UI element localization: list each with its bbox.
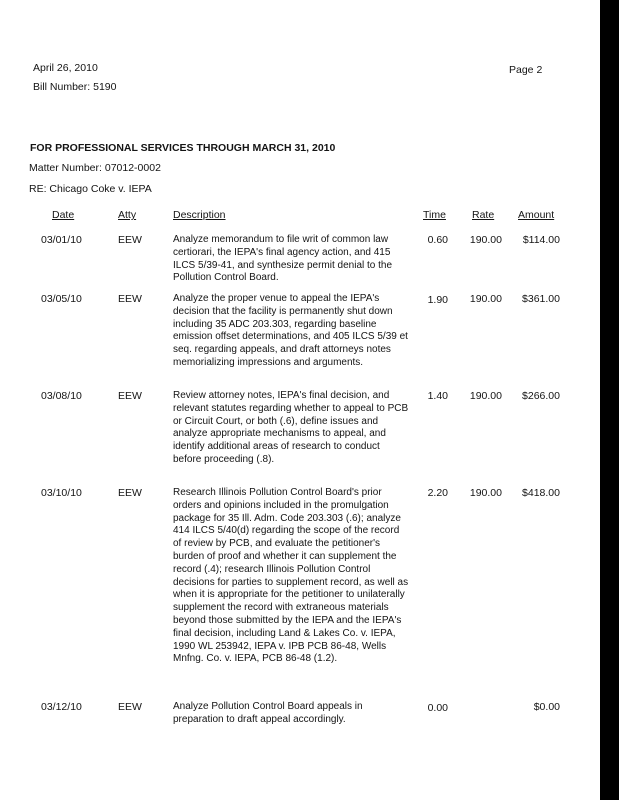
entry-time: 0.00 <box>427 702 448 714</box>
invoice-date: April 26, 2010 <box>33 62 98 74</box>
entry-rate: 190.00 <box>469 234 502 246</box>
col-time: Time <box>423 209 446 221</box>
entry-amount: $266.00 <box>522 390 560 402</box>
col-date: Date <box>52 209 75 221</box>
entry-time: 1.40 <box>427 390 448 402</box>
entry-time: 2.20 <box>427 487 448 499</box>
re-line: RE: Chicago Coke v. IEPA <box>29 183 152 195</box>
entry-atty: EEW <box>118 234 142 246</box>
entry-date: 03/12/10 <box>41 701 82 713</box>
col-rate: Rate <box>472 209 495 221</box>
entry-rate: 190.00 <box>469 487 502 499</box>
col-atty: Atty <box>118 209 137 221</box>
entry-rate: 190.00 <box>469 390 502 402</box>
col-description: Description <box>173 209 226 221</box>
entry-amount: $114.00 <box>522 234 560 246</box>
entry-date: 03/01/10 <box>41 234 82 246</box>
entry-date: 03/05/10 <box>41 293 82 305</box>
col-amount: Amount <box>518 209 555 221</box>
page-number: Page 2 <box>509 64 543 76</box>
section-title: FOR PROFESSIONAL SERVICES THROUGH MARCH 31, 2010 <box>30 142 336 154</box>
entry-amount: $361.00 <box>522 293 560 305</box>
entry-time: 1.90 <box>427 294 448 306</box>
entry-description: Research Illinois Pollution Control Board's prior orders and opinions included in the promulgation package for 35 Ill. Adm. Code 203.303 (.6); analyze 414 ILCS 5/40(d) regarding the scope of the record of review by PCB, and evaluate the petitioner's burden of proof and whether it can supplement the record (.4); research Illinois Pollution Control decisions for parties to supplement record, as well as when it is appropriate for the petitioner to unilaterally supplement the record with extraneous materials beyond those submitted by the IEPA and the IEPA's final decision, including Land & Lakes Co. v. IEPA, 1990 WL 253942, IEPA v. IPB PCB 86-48, Wells Mnfng. Co. v. IEPA, PCB 86-48 (1.2). <box>173 487 409 665</box>
entry-date: 03/10/10 <box>41 487 82 499</box>
entry-description: Analyze memorandum to file writ of common law certiorari, the IEPA's final agency action, and 415 ILCS 5/39-41, and synthesize permit denial to the Pollution Control Board. <box>173 234 393 284</box>
scan-edge-bar <box>600 0 619 800</box>
entry-amount: $0.00 <box>533 701 560 713</box>
entry-time: 0.60 <box>427 234 448 246</box>
entry-atty: EEW <box>118 701 142 713</box>
entry-atty: EEW <box>118 293 142 305</box>
entry-date: 03/08/10 <box>41 390 82 402</box>
entry-description: Analyze Pollution Control Board appeals in preparation to draft appeal accordingly. <box>173 701 363 725</box>
matter-number: Matter Number: 07012-0002 <box>29 162 161 174</box>
entry-atty: EEW <box>118 390 142 402</box>
entry-description: Analyze the proper venue to appeal the IEPA's decision that the facility is permanently shut down including 35 ADC 203.303, regarding baseline emission offset determinations, and 405 ILCS 5/39 et seq. regarding appeals, and draft attorneys notes memorializing impressions and arguments. <box>173 293 408 368</box>
bill-number: Bill Number: 5190 <box>33 81 117 93</box>
entry-rate: 190.00 <box>469 293 502 305</box>
entry-atty: EEW <box>118 487 142 499</box>
entry-description: Review attorney notes, IEPA's final decision, and relevant statutes regarding whether to appeal to PCB or Circuit Court, or both (.6), define issues and analyze appropriate mechanisms to appeal, and identify additional areas of research to conduct before proceeding (.8). <box>173 390 409 465</box>
entry-amount: $418.00 <box>522 487 560 499</box>
